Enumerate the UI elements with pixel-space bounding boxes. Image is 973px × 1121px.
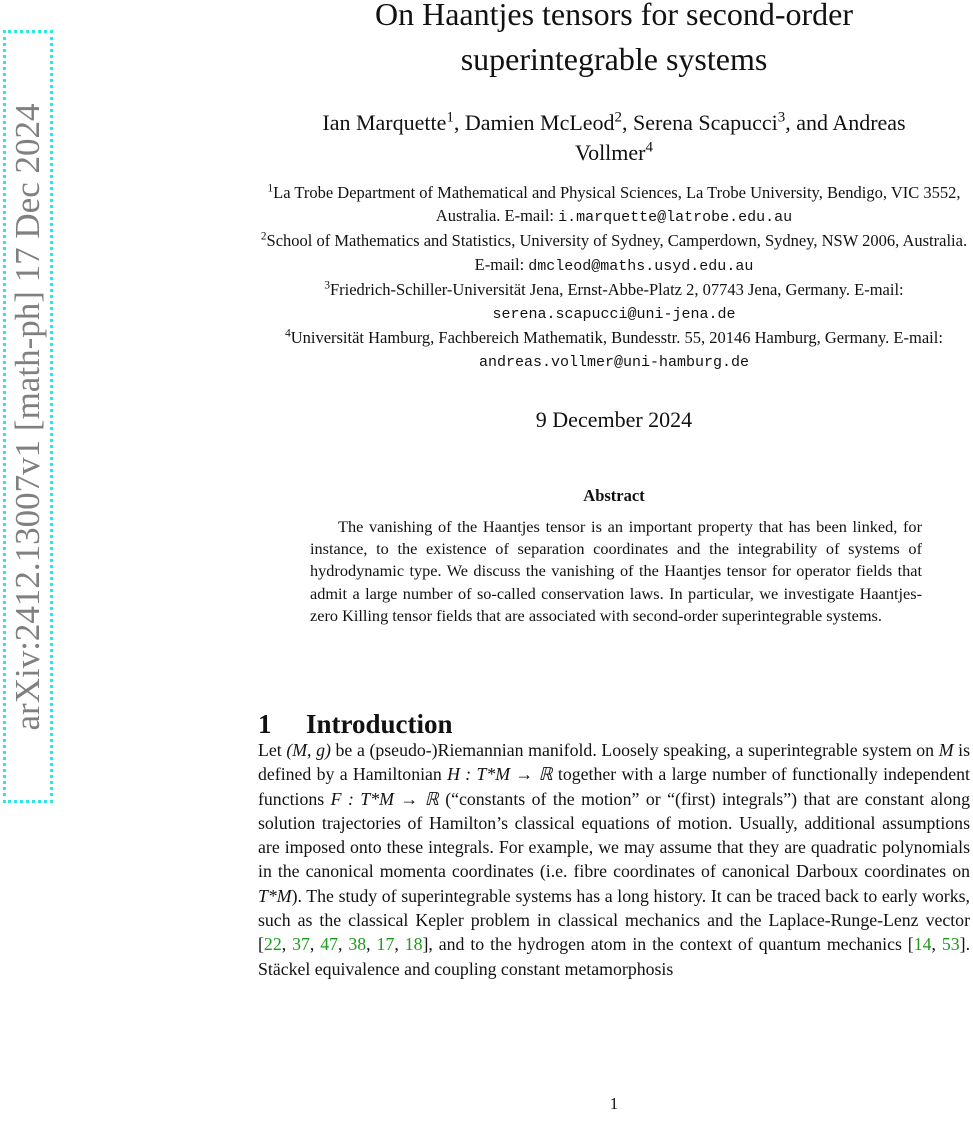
- body-text: is defined by a Hamiltonian: [258, 740, 970, 785]
- author-affil-mark: 1: [446, 109, 454, 126]
- citation-link[interactable]: 17: [376, 934, 395, 955]
- math-inline: T*M: [258, 885, 292, 906]
- title-line-2: superintegrable systems: [460, 41, 768, 77]
- math-inline: F : T*M → ℝ: [330, 788, 439, 809]
- email-link[interactable]: dmcleod@maths.usyd.edu.au: [528, 257, 754, 275]
- affiliation-text: La Trobe Department of Mathematical and Physical Sciences, La Trobe University, Bendigo, VIC 3552, Australia. E-mail:: [273, 183, 961, 226]
- author-name: Serena Scapucci: [633, 110, 778, 135]
- arxiv-stamp: [3, 30, 53, 803]
- body-text: ). The study of superintegrable systems has a long history. It can be traced back to early works, such as the classical Kepler problem in classical mechanics and the Laplace-Runge-Lenz vector [: [258, 885, 970, 955]
- math-inline: H : T*M → ℝ: [447, 764, 553, 785]
- email-link[interactable]: serena.scapucci@uni-jena.de: [492, 306, 736, 324]
- body-text: (“constants of the motion” or “(first) integrals”) that are constant along solution trajectories of Hamilton’s classical equations of motion. Usually, additional assumptions are imposed onto these integrals. For example, we may assume that they are quadratic polynomials in the canonical momenta coordinates (i.e. fibre coordinates of canonical Darboux coordinates on: [258, 788, 970, 882]
- affiliation-text: School of Mathematics and Statistics, University of Sydney, Camperdown, Sydney, NSW 2006, Australia. E-mail:: [266, 231, 968, 274]
- author-name: Ian Marquette: [322, 110, 447, 135]
- affiliation: [258, 181, 970, 229]
- math-inline: M: [938, 740, 954, 760]
- author-name: Damien McLeod: [464, 110, 615, 135]
- affiliation-mark: 3: [324, 279, 330, 292]
- affiliation: [258, 229, 970, 277]
- body-text: ]. Stäckel equivalence and coupling constant metamorphosis: [258, 934, 971, 979]
- citation-link[interactable]: 53: [941, 934, 960, 955]
- publication-date: 9 December 2024: [535, 407, 693, 432]
- page-number: 1: [609, 1094, 619, 1113]
- citation-link[interactable]: 22: [263, 934, 282, 955]
- author-name-prefix: and Andreas: [796, 110, 906, 135]
- affiliation-text: Friedrich-Schiller-Universität Jena, Ernst-Abbe-Platz 2, 07743 Jena, Germany. E-mail:: [329, 279, 904, 299]
- email-link[interactable]: andreas.vollmer@uni-hamburg.de: [478, 354, 750, 372]
- citation-link[interactable]: 37: [292, 934, 310, 955]
- citation-link[interactable]: 38: [348, 934, 367, 955]
- abstract-heading: Abstract: [583, 486, 645, 505]
- body-text: together with a large number of functionally independent functions: [258, 764, 970, 809]
- arxiv-identifier[interactable]: arXiv:2412.13007v1 [math-ph] 17 Dec 2024: [8, 103, 47, 730]
- math-inline: (M, g): [286, 740, 331, 760]
- author-affil-mark: 2: [614, 109, 623, 126]
- body-text: ], and to the hydrogen atom in the context of quantum mechanics [: [422, 934, 914, 955]
- author-affil-mark: 3: [777, 109, 786, 126]
- affiliation-mark: 2: [260, 230, 267, 243]
- affiliation: [258, 326, 970, 374]
- author-list: Ian Marquette$^1$, Damien McLeod$^2$, Serena Scapucci$^3$, and Andreas Vollmer$^4$: [322, 109, 906, 165]
- affiliation-mark: 1: [267, 182, 274, 195]
- affiliation-list: [258, 181, 970, 375]
- affiliation-text: Universität Hamburg, Fachbereich Mathematik, Bundesstr. 55, 20146 Hamburg, Germany. E-mail:: [290, 328, 943, 348]
- citation-link[interactable]: 18: [404, 934, 423, 955]
- affiliation: [258, 278, 970, 326]
- introduction-paragraph: Let (M, g) be a (pseudo-)Riemannian manifold. Loosely speaking, a superintegrable system on M is defined by a Hamiltonian H : T*M → ℝ together with a large number of functionally independent functions F : T*M → ℝ (“constants of the motion” or “(first) integrals”) that are constant along solution trajectories of Hamilton’s classical equations of motion. Usually, additional assumptions are imposed onto these integrals. For example, we may assume that they are quadratic polynomials in the canonical momenta coordinates (i.e. fibre coordinates of canonical Darboux coordinates on T*M). The study of superintegrable systems has a long history. It can be traced back to early works, such as the classical Kepler problem in classical mechanics and the Laplace-Runge-Lenz vector [22, 37, 47, 38, 17, 18], and to the hydrogen atom in the context of quantum mechanics [14, 53]. Stäckel equivalence and coupling constant metamorphosis: [258, 740, 971, 979]
- affiliation-mark: 4: [285, 327, 291, 340]
- abstract-body: The vanishing of the Haantjes tensor is an important property that has been linked, for instance, to the existence of separation coordinates and the integrability of systems of hydrodynamic type. We discuss the vanishing of the Haantjes tensor for operator fields that admit a large number of so-called conservation laws. In particular, we investigate Haantjes-zero Killing tensor fields that are associated with second-order superintegrable systems.: [310, 517, 922, 625]
- body-text: Let: [258, 740, 287, 760]
- paper-title: [258, 0, 970, 82]
- section-heading: [258, 709, 970, 740]
- title-line-1: On Haantjes tensors for second-order: [374, 0, 854, 32]
- body-text: be a (pseudo-)Riemannian manifold. Loosely speaking, a superintegrable system on: [330, 740, 939, 760]
- section-title: Introduction: [306, 709, 453, 739]
- citation-link[interactable]: 47: [320, 934, 339, 955]
- email-link[interactable]: i.marquette@latrobe.edu.au: [558, 209, 793, 227]
- section-number: 1: [258, 709, 272, 739]
- author-affil-mark: 4: [645, 139, 653, 156]
- citation-link[interactable]: 14: [913, 934, 932, 955]
- author-name: Vollmer: [575, 140, 646, 165]
